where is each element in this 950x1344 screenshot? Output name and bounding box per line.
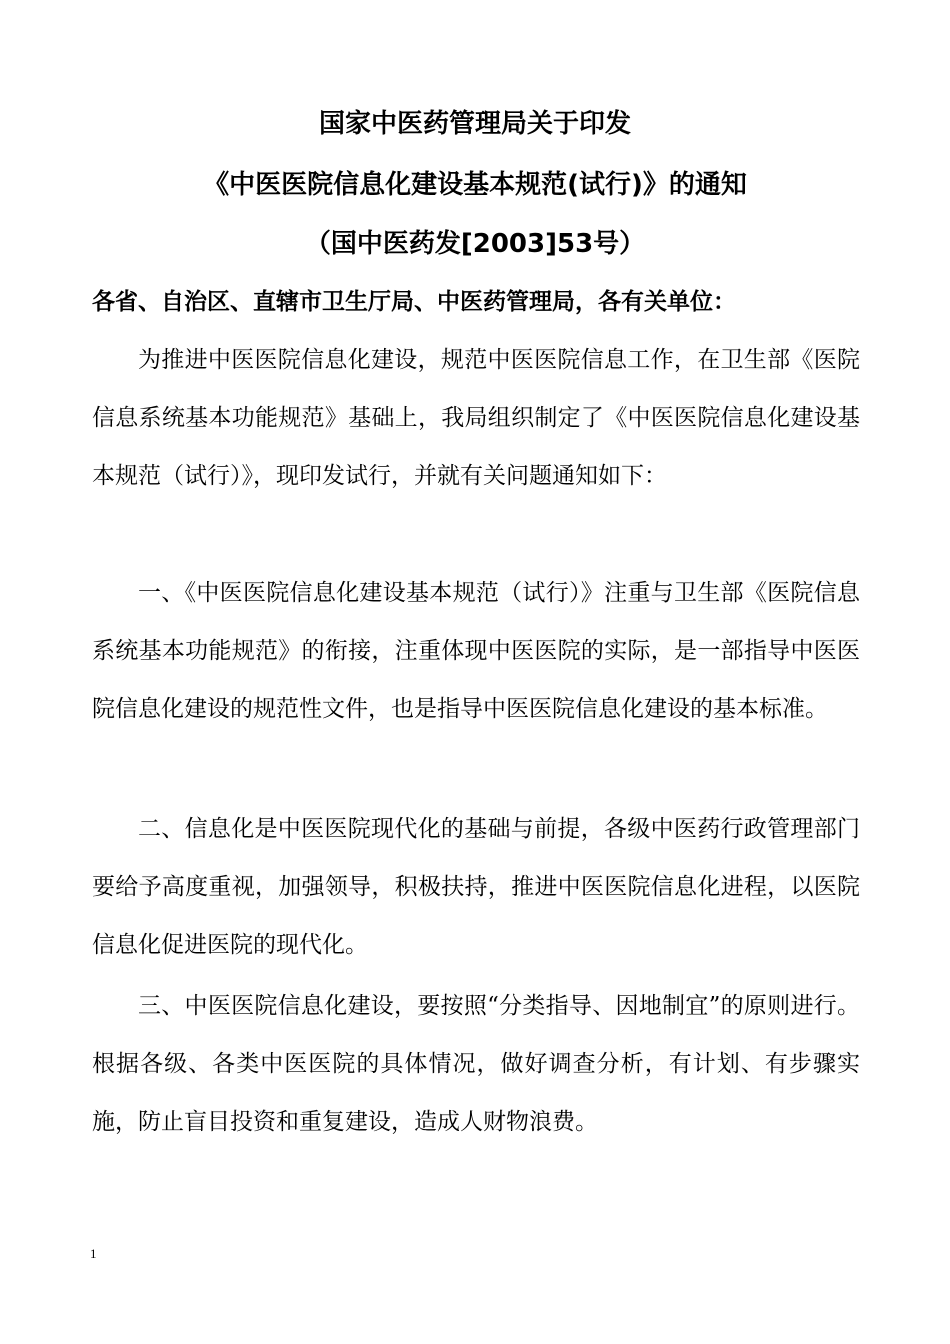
salutation: 各省、自治区、直辖市卫生厅局、中医药管理局，各有关单位： [92, 289, 736, 315]
title-line-2: 《中医医院信息化建设基本规范(试行)》的通知 [203, 170, 747, 200]
paragraph-intro: 为推进中医医院信息化建设，规范中医医院信息工作，在卫生部《医院信息系统基本功能规范》基础上，我局组织制定了《中医医院信息化建设基本规范（试行）》，现印发试行，并就有关问题通知如下： [92, 347, 860, 489]
page-number: 1 [90, 1246, 97, 1261]
paragraph-item-2: 二、信息化是中医医院现代化的基础与前提，各级中医药行政管理部门要给予高度重视，加强领导，积极扶持，推进中医医院信息化进程，以医院信息化促进医院的现代化。 [92, 816, 860, 958]
paragraph-item-3: 三、中医医院信息化建设，要按照“分类指导、因地制宜”的原则进行。根据各级、各类中医医院的具体情况，做好调查分析，有计划、有步骤实施，防止盲目投资和重复建设，造成人财物浪费。 [92, 993, 860, 1135]
paragraph-item-1: 一、《中医医院信息化建设基本规范（试行）》注重与卫生部《医院信息系统基本功能规范》的衔接，注重体现中医医院的实际，是一部指导中医医院信息化建设的规范性文件，也是指导中医医院信息化建设的基本标准。 [92, 580, 860, 722]
document-number: （国中医药发[2003]53号） [304, 229, 646, 259]
title-line-1: 国家中医药管理局关于印发 [318, 109, 631, 139]
